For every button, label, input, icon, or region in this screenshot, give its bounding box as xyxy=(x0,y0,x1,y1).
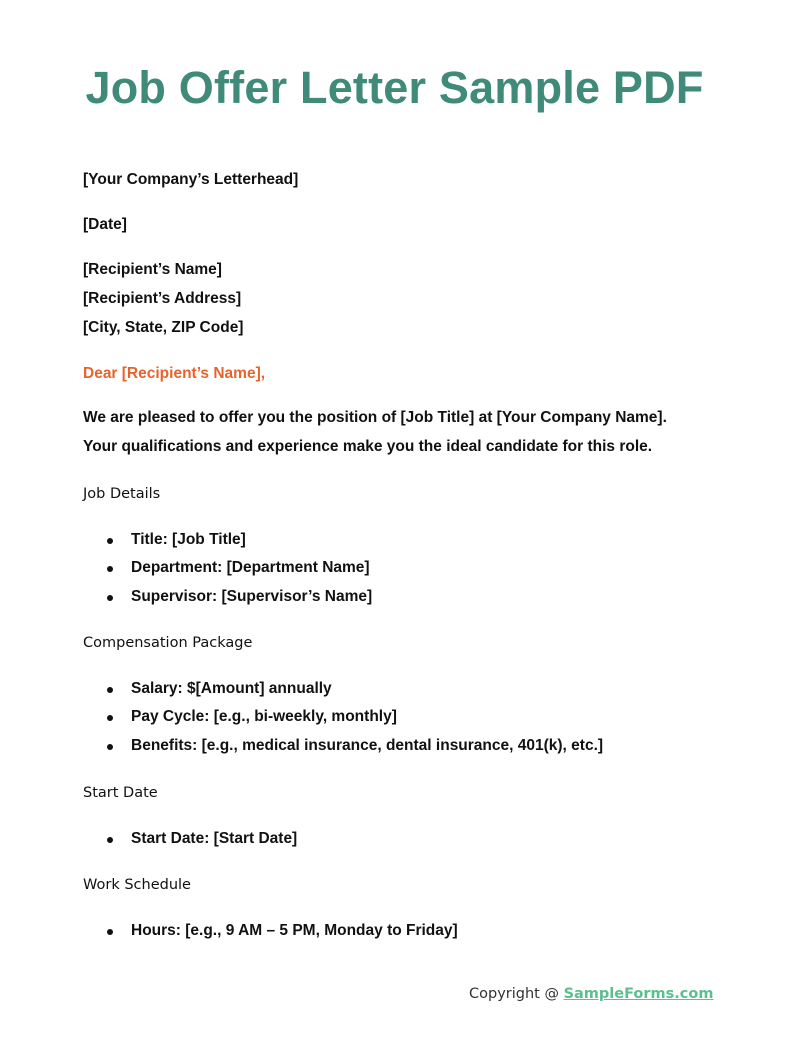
list-item xyxy=(107,922,458,940)
list-item xyxy=(107,830,297,848)
document-title: Job Offer Letter Sample PDF xyxy=(85,62,704,113)
recipient-address: [Recipient’s Address] xyxy=(83,290,242,307)
intro-line-2: Your qualifications and experience make you the ideal candidate for this role. xyxy=(83,438,653,455)
bullet-icon xyxy=(107,929,113,935)
list-item-text: Salary: $[Amount] annually xyxy=(131,680,332,697)
section-heading-compensation: Compensation Package xyxy=(83,635,253,651)
list-item-text: Supervisor: [Supervisor’s Name] xyxy=(131,588,373,605)
letterhead: [Your Company’s Letterhead] xyxy=(83,171,299,188)
list-item-text: Department: [Department Name] xyxy=(131,559,370,576)
section-heading-work-schedule: Work Schedule xyxy=(83,877,191,893)
bullet-icon xyxy=(107,595,113,601)
recipient-name: [Recipient’s Name] xyxy=(83,261,222,278)
bullet-icon xyxy=(107,538,113,544)
section-heading-job-details: Job Details xyxy=(83,486,161,502)
date: [Date] xyxy=(83,216,127,233)
sampleforms-link[interactable]: SampleForms.com xyxy=(563,986,714,1002)
section-heading-start-date: Start Date xyxy=(83,785,158,801)
list-item-text: Start Date: [Start Date] xyxy=(131,830,298,847)
list-item xyxy=(107,680,332,698)
list-item-text: Hours: [e.g., 9 AM – 5 PM, Monday to Friday] xyxy=(131,922,458,939)
bullet-icon xyxy=(107,566,113,572)
bullet-icon xyxy=(107,715,113,721)
copyright-text: Copyright @ xyxy=(469,986,564,1002)
list-item xyxy=(107,559,370,577)
copyright-footer xyxy=(469,986,713,1002)
bullet-icon xyxy=(107,837,113,843)
list-item xyxy=(107,588,372,606)
list-item xyxy=(107,737,603,755)
bullet-icon xyxy=(107,744,113,750)
greeting: Dear [Recipient’s Name], xyxy=(83,365,266,382)
intro-line-1: We are pleased to offer you the position of [Job Title] at [Your Company Name]. xyxy=(83,409,667,426)
list-item xyxy=(107,708,397,726)
list-item xyxy=(107,531,246,549)
bullet-icon xyxy=(107,687,113,693)
list-item-text: Benefits: [e.g., medical insurance, dental insurance, 401(k), etc.] xyxy=(131,737,604,754)
list-item-text: Title: [Job Title] xyxy=(131,531,246,548)
list-item-text: Pay Cycle: [e.g., bi-weekly, monthly] xyxy=(131,708,397,725)
recipient-city: [City, State, ZIP Code] xyxy=(83,319,244,336)
